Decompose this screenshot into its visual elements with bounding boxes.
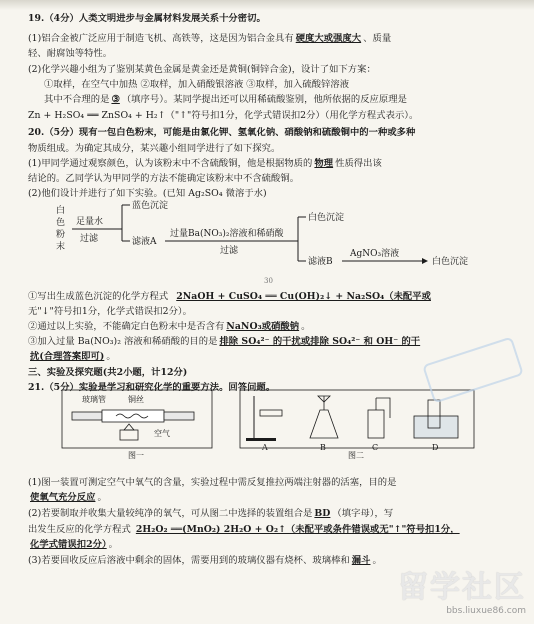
q21-p2-equation: 2H₂O₂ ══(MnO₂) 2H₂O + O₂↑（未配平或条件错误或无"↑"符号扣1分， bbox=[135, 524, 460, 535]
flow-precipitate-blue: 蓝色沉淀 bbox=[132, 201, 169, 211]
q20-sub3-cont bbox=[28, 348, 116, 362]
flow-arrowhead-3 bbox=[422, 258, 428, 264]
flow-start-char-2: 色 bbox=[56, 218, 66, 228]
q21-p2-text-b: （填字母），写 bbox=[332, 508, 394, 519]
q20-header: 20.（5分）现有一包白色粉末，可能是由氯化钾、氢氧化钠、硝酸钠和硫酸铜中的一种或多种 bbox=[28, 127, 416, 138]
apparatus-a-tube bbox=[260, 410, 282, 416]
q20-header-cont: 物质组成。为确定其成分，某兴趣小组同学进行了如下探究。 bbox=[28, 143, 281, 154]
q20-p1-answer: 物理 bbox=[314, 158, 334, 169]
q20-sub3 bbox=[28, 333, 422, 347]
q21-part2 bbox=[28, 505, 393, 519]
syringe-right bbox=[164, 412, 194, 420]
apparatus-figures bbox=[58, 388, 478, 460]
alcohol-lamp bbox=[120, 430, 138, 440]
q19-p2-answer: ③ bbox=[111, 94, 120, 105]
q20-part1 bbox=[28, 155, 382, 169]
q20-p1-text: (1)甲同学通过观察颜色，认为该粉末中不含硫酸铜，他是根据物质的 bbox=[28, 158, 313, 169]
apparatus-b-flask bbox=[310, 410, 338, 438]
q20-p1-text-b: 性质得出该 bbox=[335, 158, 382, 169]
q21-p1-answer: 使氧气充分反应 bbox=[30, 492, 96, 503]
q21-p2-text-c: 出发生反应的化学方程式 bbox=[28, 524, 131, 535]
figure1-copper-wire-label: 铜丝 bbox=[128, 395, 144, 404]
q21-part2-cont bbox=[28, 536, 118, 550]
flow-step3-reagent: AgNO₃溶液 bbox=[350, 249, 400, 259]
flame-icon bbox=[124, 424, 134, 430]
flow-step1-filter: 过滤 bbox=[80, 234, 99, 244]
q19-p1-text: (1)铝合金被广泛应用于制造飞机、高铁等，这是因为铝合金具有 bbox=[28, 33, 294, 44]
q20-part1-cont: 结论的。乙同学认为甲同学的方法不能确定该粉末中不含硫酸铜。 bbox=[28, 173, 300, 184]
q19-part2-options: ①取样，在空气中加热 ②取样，加入硝酸银溶液 ③取样，加入硫酸锌溶液 bbox=[44, 79, 350, 90]
flow-step2-filter: 过滤 bbox=[220, 246, 239, 256]
q21-p2-text: (2)若要制取并收集大量较纯净的氧气，可从图二中选择的装置组合是 bbox=[28, 508, 313, 519]
q19-part1-cont: 轻、耐腐蚀等特性。 bbox=[28, 48, 113, 59]
flow-precipitate-white-1: 白色沉淀 bbox=[308, 213, 345, 223]
watermark-title: 留学社区 bbox=[398, 570, 526, 605]
q19-p2-text: 其中不合理的是 bbox=[44, 94, 110, 105]
q21-p2-answer: BD bbox=[314, 508, 331, 519]
q19-p1-text-b: 、质量 bbox=[363, 33, 392, 44]
syringe-left bbox=[72, 412, 102, 420]
q21-part1: (1)图一装置可测定空气中氧气的含量，实验过程中需反复推拉两端注射器的活塞，目的是 bbox=[28, 477, 397, 488]
q19-p2-text-b: （填序号）。某同学提出还可以用稀硫酸鉴别，他所依据的反应原理是 bbox=[121, 94, 407, 105]
apparatus-c-tube bbox=[376, 398, 390, 418]
figure1-air-label: 空气 bbox=[154, 429, 170, 438]
q21-p1-text-b: 。 bbox=[97, 492, 107, 503]
q20-s3-text: ③加入过量 Ba(NO₃)₂ 溶液和稀硝酸的目的是 bbox=[28, 336, 218, 347]
q20-s2-text: ②通过以上实验，不能确定白色粉末中是否含有 bbox=[28, 321, 225, 332]
flow-start-char-4: 末 bbox=[56, 242, 66, 252]
q20-s3-answer-cont: 扰(合理答案即可) bbox=[30, 351, 105, 362]
q20-part2: (2)他们设计并进行了如下实验。(已知 Ag₂SO₄ 微溶于水) bbox=[28, 188, 267, 199]
q20-s2-answer: NaNO₃或硝酸钠 bbox=[226, 321, 300, 332]
q20-sub1-cont: 无"↓"符号扣1分，化学式错误扣2分）。 bbox=[28, 306, 192, 317]
figure1-glass-tube-label: 玻璃管 bbox=[82, 395, 106, 404]
q21-p3-text: (3)若要回收反应后溶液中剩余的固体，需要用到的玻璃仪器有烧杯、玻璃棒和 bbox=[28, 555, 350, 566]
experiment-flowchart bbox=[50, 193, 510, 288]
q19-part2-question bbox=[44, 91, 407, 105]
q21-part3 bbox=[28, 552, 382, 566]
flow-start-char-3: 粉 bbox=[56, 230, 66, 240]
q19-header: 19.（4分）人类文明进步与金属材料发展关系十分密切。 bbox=[28, 13, 266, 24]
q21-p2-text-e: 。 bbox=[108, 539, 119, 550]
flow-precipitate-white-2: 白色沉淀 bbox=[432, 257, 469, 267]
site-watermark bbox=[398, 562, 526, 616]
flow-step2-reagent: 过量Ba(NO₃)₂溶液和稀硝酸 bbox=[170, 229, 284, 239]
q19-part2-equation: Zn + H₂SO₄ ══ ZnSO₄ + H₂↑（"↑"符号扣1分，化学式错误扣2分）（用化学方程式表示）。 bbox=[28, 110, 419, 121]
q19-part1 bbox=[28, 30, 391, 44]
q20-s3-answer: 排除 SO₄²⁻ 的干扰或排除 SO₄²⁻ 和 OH⁻ 的干 bbox=[219, 336, 421, 347]
flow-start-char-1: 白 bbox=[56, 206, 66, 216]
q19-part2: (2)化学兴趣小组为了鉴别某黄色金属是黄金还是黄铜(铜锌合金)，设计了如下方案： bbox=[28, 64, 376, 75]
q21-p3-text-b: 。 bbox=[372, 555, 382, 566]
figure1-caption: 图一 bbox=[128, 451, 144, 460]
page-number: 30 bbox=[264, 277, 273, 285]
q20-sub1 bbox=[28, 288, 433, 302]
glass-tube bbox=[102, 410, 164, 422]
q21-part1-cont bbox=[28, 489, 107, 503]
q21-p3-answer: 漏斗 bbox=[351, 555, 371, 566]
q20-s1-equation: 2NaOH + CuSO₄ ══ Cu(OH)₂↓ + Na₂SO₄（未配平或 bbox=[176, 291, 431, 302]
flow-step1-reagent: 足量水 bbox=[76, 217, 104, 227]
top-edge-shadow bbox=[0, 0, 534, 10]
q19-p1-answer: 硬度大或强度大 bbox=[295, 33, 362, 44]
section-3-title: 三、实验及探究题(共2小题，计12分) bbox=[28, 367, 188, 378]
apparatus-b-letter: B bbox=[320, 443, 326, 452]
apparatus-d-letter: D bbox=[432, 443, 439, 452]
apparatus-a-letter: A bbox=[262, 443, 268, 452]
apparatus-c-bottle bbox=[368, 410, 384, 438]
flow-filtrate-b: 滤液B bbox=[308, 257, 333, 267]
apparatus-c-letter: C bbox=[372, 443, 379, 452]
q20-s1-text: ①写出生成蓝色沉淀的化学方程式 bbox=[28, 291, 169, 302]
figure2-caption: 图二 bbox=[348, 451, 364, 460]
flow-filtrate-a: 滤液A bbox=[132, 237, 157, 247]
q21-p2-answer-cont: 化学式错误扣2分） bbox=[30, 539, 107, 550]
q20-s3-text-c: 。 bbox=[106, 351, 116, 362]
q20-sub2 bbox=[28, 318, 310, 332]
watermark-url: bbs.liuxue86.com bbox=[446, 606, 526, 616]
apparatus-a-base bbox=[246, 438, 276, 441]
q21-part2-equation-line bbox=[28, 521, 462, 535]
apparatus-d-trough bbox=[414, 416, 458, 438]
q21-header: 21.（5分）实验是学习和研究化学的重要方法。回答问题。 bbox=[28, 382, 276, 393]
q20-s2-text-b: 。 bbox=[301, 321, 311, 332]
